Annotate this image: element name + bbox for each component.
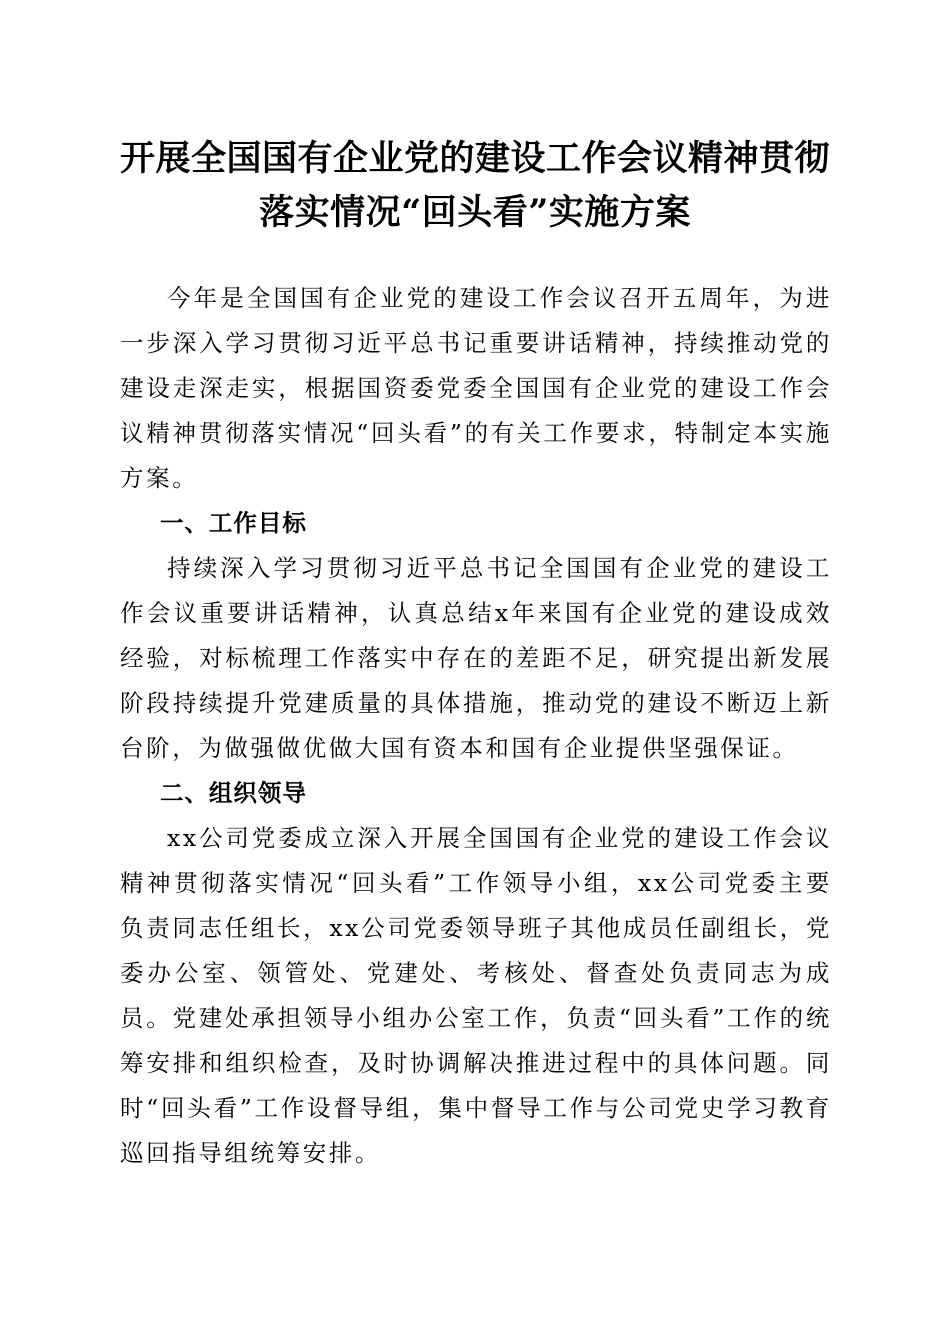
document-body <box>120 276 832 1176</box>
intro-paragraph: 今年是全国国有企业党的建设工作会议召开五周年，为进一步深入学习贯彻习近平总书记重要讲话精神，持续推动党的建设走深走实，根据国资委党委全国国有企业党的建设工作会议精神贯彻落实情况“回头看”的有关工作要求，特制定本实施方案。 <box>120 284 832 492</box>
title-line-2: 落实情况“回头看”实施方案 <box>259 192 691 233</box>
section-heading-leadership: 二、组织领导 <box>159 779 307 807</box>
document-title <box>100 132 850 240</box>
title-line-1: 开展全国国有企业党的建设工作会议精神贯彻 <box>119 138 830 179</box>
leadership-paragraph: xx公司党委成立深入开展全国国有企业党的建设工作会议精神贯彻落实情况“回头看”工作领导小组，xx公司党委主要负责同志任组长，xx公司党委领导班子其他成员任副组长，党委办公室、领管处、党建处、考核处、督查处负责同志为成员。党建处承担领导小组办公室工作，负责“回头看”工作的统筹安排和组织检查，及时协调解决推进过程中的具体问题。同时“回头看”工作设督导组，集中督导工作与公司党史学习教育巡回指导组统筹安排。 <box>120 824 832 1167</box>
section-heading-goals: 一、工作目标 <box>159 509 307 537</box>
goals-paragraph: 持续深入学习贯彻习近平总书记全国国有企业党的建设工作会议重要讲话精神，认真总结x年来国有企业党的建设成效经验，对标梳理工作落实中存在的差距不足，研究提出新发展阶段持续提升党建质量的具体措施，推动党的建设不断迈上新台阶，为做强做优做大国有资本和国有企业提供坚强保证。 <box>120 554 832 762</box>
